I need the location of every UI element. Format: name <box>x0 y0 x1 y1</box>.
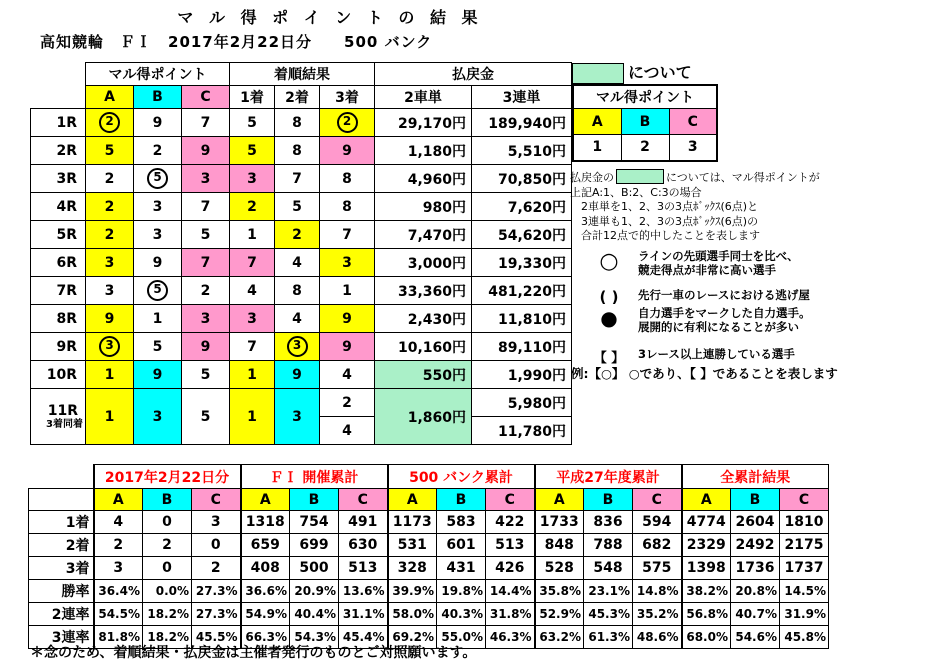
race-label: 4R <box>31 193 86 221</box>
corner-spacer <box>29 465 94 489</box>
summary-value: 630 <box>339 534 388 557</box>
summary-group-header: ＦＩ 開催累計 <box>241 465 388 489</box>
payout-exacta: 3,000円 <box>375 249 472 277</box>
payout-exacta: 29,170円 <box>375 109 472 137</box>
summary-value: 52.9% <box>535 603 584 626</box>
payout-exacta: 1,860円 <box>375 389 472 445</box>
point-cell: 2 <box>134 137 182 165</box>
race-row-dead-heat <box>31 389 572 417</box>
summary-value: 2 <box>143 534 192 557</box>
finish-cell: 5 <box>230 137 275 165</box>
point-value: 1 <box>573 135 621 161</box>
point-cell: 9 <box>134 109 182 137</box>
point-table-header-row <box>573 109 717 135</box>
summary-col-C: C <box>339 489 388 511</box>
group-header-finish: 着順結果 <box>230 63 375 86</box>
finish-cell: 2 <box>230 193 275 221</box>
finish-cell: 3 <box>230 305 275 333</box>
summary-value: 14.8% <box>633 580 682 603</box>
corner-spacer <box>31 86 86 109</box>
race-label: 2R <box>31 137 86 165</box>
point-cell: 5 <box>134 333 182 361</box>
summary-value: 35.2% <box>633 603 682 626</box>
note-suffix: については、マル得ポイントが <box>666 171 820 184</box>
dead-heat-label: 3着同着 <box>46 418 83 430</box>
summary-value: 1733 <box>535 511 584 534</box>
summary-value: 48.6% <box>633 626 682 649</box>
point-cell: 5 <box>182 389 230 445</box>
summary-value: 54.9% <box>241 603 290 626</box>
race-row <box>31 193 572 221</box>
race-row <box>31 249 572 277</box>
swatch-caption: について <box>628 63 692 82</box>
finish-cell: 1 <box>230 361 275 389</box>
summary-value: 38.2% <box>682 580 731 603</box>
summary-value: 39.9% <box>388 580 437 603</box>
summary-col-B: B <box>731 489 780 511</box>
point-cell: 9 <box>134 361 182 389</box>
summary-value: 408 <box>241 557 290 580</box>
page-subtitle: 高知競輪 ＦＩ 2017年2月22日分 500 バンク <box>40 33 433 51</box>
circled-number: 5 <box>147 168 168 189</box>
summary-value: 594 <box>633 511 682 534</box>
results-table <box>30 62 572 445</box>
point-table-title: マル得ポイント <box>573 85 717 109</box>
circled-number: 5 <box>147 280 168 301</box>
race-row <box>31 333 572 361</box>
summary-value: 4 <box>94 511 143 534</box>
finish-cell: 8 <box>320 193 375 221</box>
payout-exacta: 10,160円 <box>375 333 472 361</box>
summary-data-row <box>29 603 829 626</box>
legend-text: 3レース以上連勝している選手 <box>638 347 795 361</box>
point-cell: 5 <box>182 221 230 249</box>
summary-col-A: A <box>241 489 290 511</box>
race-label: 10R <box>31 361 86 389</box>
circled-number: 3 <box>99 336 120 357</box>
race-row <box>31 277 572 305</box>
summary-value: 69.2% <box>388 626 437 649</box>
summary-col-A: A <box>388 489 437 511</box>
summary-value: 54.3% <box>290 626 339 649</box>
point-cell: 3 <box>86 277 134 305</box>
circled-number: 2 <box>99 112 120 133</box>
summary-value: 3 <box>94 557 143 580</box>
finish-cell: 1 <box>230 389 275 445</box>
results-group-header-row <box>31 63 572 86</box>
payout-trifecta: 5,510円 <box>472 137 572 165</box>
finish-cell-third-b: 4 <box>320 417 375 445</box>
summary-value: 20.9% <box>290 580 339 603</box>
finish-cell: 4 <box>320 361 375 389</box>
summary-value: 20.8% <box>731 580 780 603</box>
summary-data-row <box>29 557 829 580</box>
race-label-text: 11R <box>47 402 78 419</box>
summary-col-C: C <box>192 489 241 511</box>
summary-row-label: 2連率 <box>29 603 94 626</box>
corner-spacer <box>31 63 86 86</box>
point-cell: 7 <box>182 193 230 221</box>
summary-value: 19.8% <box>437 580 486 603</box>
summary-col-B: B <box>290 489 339 511</box>
race-label: 7R <box>31 277 86 305</box>
summary-col-C: C <box>486 489 535 511</box>
summary-value: 848 <box>535 534 584 557</box>
payout-note <box>570 169 930 244</box>
column-header-2着: 2着 <box>275 86 320 109</box>
summary-value: 575 <box>633 557 682 580</box>
label-spacer <box>29 489 94 511</box>
point-cell: 9 <box>134 249 182 277</box>
point-cell: 5 <box>182 361 230 389</box>
point-col-C: C <box>669 109 717 135</box>
finish-cell: 8 <box>320 165 375 193</box>
summary-value: 54.6% <box>731 626 780 649</box>
summary-value: 1810 <box>780 511 829 534</box>
group-header-payout: 払戻金 <box>375 63 572 86</box>
point-cell: 3 <box>182 165 230 193</box>
summary-value: 2329 <box>682 534 731 557</box>
summary-value: 4774 <box>682 511 731 534</box>
finish-cell: 4 <box>230 277 275 305</box>
note-line: 上記A:1、B:2、C:3の場合 <box>570 185 702 199</box>
legend-item <box>592 306 922 340</box>
summary-value: 36.6% <box>241 580 290 603</box>
point-cell: 3 <box>134 193 182 221</box>
summary-col-A: A <box>94 489 143 511</box>
note-line: 合計12点で的中したことを表します <box>570 229 760 242</box>
summary-value: 46.3% <box>486 626 535 649</box>
column-header-C: C <box>182 86 230 109</box>
column-header-3連単: 3連単 <box>472 86 572 109</box>
summary-value: 40.7% <box>731 603 780 626</box>
payout-exacta: 4,960円 <box>375 165 472 193</box>
finish-cell: 4 <box>275 305 320 333</box>
summary-value: 754 <box>290 511 339 534</box>
circled-number: 3 <box>287 336 308 357</box>
summary-value: 1398 <box>682 557 731 580</box>
summary-row-label: 3連率 <box>29 626 94 649</box>
summary-value: 1736 <box>731 557 780 580</box>
finish-cell: 5 <box>275 193 320 221</box>
summary-value: 601 <box>437 534 486 557</box>
summary-col-B: B <box>437 489 486 511</box>
summary-row-label: 3着 <box>29 557 94 580</box>
summary-group-header: 500 バンク累計 <box>388 465 535 489</box>
point-cell <box>86 109 134 137</box>
race-label <box>31 389 86 445</box>
summary-data-row <box>29 534 829 557</box>
payout-trifecta: 11,810円 <box>472 305 572 333</box>
point-cell: 5 <box>86 137 134 165</box>
note-line: 2車単を1、2、3の3点ﾎﾞｯｸｽ(6点)と <box>570 200 759 213</box>
point-cell: 7 <box>182 109 230 137</box>
payout-exacta: 7,470円 <box>375 221 472 249</box>
summary-value: 13.6% <box>339 580 388 603</box>
summary-col-A: A <box>535 489 584 511</box>
summary-value: 531 <box>388 534 437 557</box>
race-row <box>31 305 572 333</box>
point-table-title-row <box>573 85 717 109</box>
summary-value: 426 <box>486 557 535 580</box>
legend-text: 自力選手をマークした自力選手。 展開的に有利になることが多い <box>638 306 811 334</box>
point-value: 2 <box>621 135 669 161</box>
summary-value: 422 <box>486 511 535 534</box>
summary-data-row <box>29 511 829 534</box>
point-cell <box>134 165 182 193</box>
summary-value: 55.0% <box>437 626 486 649</box>
summary-value: 27.3% <box>192 580 241 603</box>
circled-number: 2 <box>337 112 358 133</box>
payout-trifecta: 7,620円 <box>472 193 572 221</box>
summary-value: 2492 <box>731 534 780 557</box>
point-cell: 9 <box>182 137 230 165</box>
point-cell: 7 <box>182 249 230 277</box>
summary-value: 31.8% <box>486 603 535 626</box>
payout-trifecta: 189,940円 <box>472 109 572 137</box>
point-value: 3 <box>669 135 717 161</box>
summary-value: 528 <box>535 557 584 580</box>
point-cell: 2 <box>86 193 134 221</box>
summary-row-label: 勝率 <box>29 580 94 603</box>
group-header-points: マル得ポイント <box>86 63 230 86</box>
summary-value: 68.0% <box>682 626 731 649</box>
summary-value: 40.3% <box>437 603 486 626</box>
finish-cell <box>275 333 320 361</box>
summary-value: 788 <box>584 534 633 557</box>
summary-value: 54.5% <box>94 603 143 626</box>
race-label: 6R <box>31 249 86 277</box>
payout-trifecta: 54,620円 <box>472 221 572 249</box>
summary-col-C: C <box>633 489 682 511</box>
summary-value: 328 <box>388 557 437 580</box>
point-cell: 3 <box>86 249 134 277</box>
finish-cell: 3 <box>275 389 320 445</box>
payout-exacta: 2,430円 <box>375 305 472 333</box>
summary-value: 58.0% <box>388 603 437 626</box>
summary-value: 40.4% <box>290 603 339 626</box>
summary-value: 27.3% <box>192 603 241 626</box>
summary-table <box>28 464 829 649</box>
summary-value: 31.1% <box>339 603 388 626</box>
payout-exacta: 1,180円 <box>375 137 472 165</box>
point-cell: 1 <box>134 305 182 333</box>
point-legend-table <box>572 84 718 162</box>
page-title: マ ル 得 ポ イ ン ト の 結 果 <box>177 8 483 27</box>
point-table-value-row <box>573 135 717 161</box>
payout-exacta: 550円 <box>375 361 472 389</box>
summary-value: 18.2% <box>143 626 192 649</box>
summary-value: 1173 <box>388 511 437 534</box>
finish-cell: 3 <box>230 165 275 193</box>
note-line: 3連単も1、2、3の3点ﾎﾞｯｸｽ(6点)の <box>570 214 759 228</box>
column-header-2車単: 2車単 <box>375 86 472 109</box>
summary-value: 0 <box>143 557 192 580</box>
point-cell: 2 <box>86 221 134 249</box>
race-row <box>31 109 572 137</box>
point-cell: 9 <box>182 333 230 361</box>
legend-symbol: ○ <box>599 249 619 274</box>
finish-cell: 7 <box>320 221 375 249</box>
summary-value: 0 <box>192 534 241 557</box>
race-row <box>31 361 572 389</box>
legend-item <box>592 249 922 283</box>
finish-cell: 8 <box>275 109 320 137</box>
summary-value: 2604 <box>731 511 780 534</box>
finish-cell: 5 <box>230 109 275 137</box>
summary-group-header-row <box>29 465 829 489</box>
finish-cell: 3 <box>320 249 375 277</box>
summary-sub-header-row <box>29 489 829 511</box>
summary-value: 45.5% <box>192 626 241 649</box>
summary-value: 2175 <box>780 534 829 557</box>
summary-value: 0.0% <box>143 580 192 603</box>
summary-value: 0 <box>143 511 192 534</box>
race-row <box>31 137 572 165</box>
summary-value: 500 <box>290 557 339 580</box>
column-header-B: B <box>134 86 182 109</box>
summary-group-header: 2017年2月22日分 <box>94 465 241 489</box>
summary-value: 56.8% <box>682 603 731 626</box>
note-line <box>570 169 930 186</box>
point-col-A: A <box>573 109 621 135</box>
summary-value: 836 <box>584 511 633 534</box>
summary-value: 61.3% <box>584 626 633 649</box>
green-swatch-inline <box>616 169 664 184</box>
summary-col-C: C <box>780 489 829 511</box>
summary-value: 36.4% <box>94 580 143 603</box>
summary-value: 1737 <box>780 557 829 580</box>
summary-value: 583 <box>437 511 486 534</box>
summary-value: 31.9% <box>780 603 829 626</box>
legend-symbol: ● <box>600 306 618 330</box>
summary-value: 431 <box>437 557 486 580</box>
payout-trifecta: 19,330円 <box>472 249 572 277</box>
finish-cell: 8 <box>275 277 320 305</box>
summary-value: 81.8% <box>94 626 143 649</box>
payout-trifecta-a: 5,980円 <box>472 389 572 417</box>
payout-trifecta: 70,850円 <box>472 165 572 193</box>
example-line: 例:【○】 ○であり、【 】であることを表します <box>571 366 838 381</box>
summary-data-row <box>29 580 829 603</box>
race-label: 9R <box>31 333 86 361</box>
finish-cell: 2 <box>275 221 320 249</box>
summary-value: 23.1% <box>584 580 633 603</box>
race-row <box>31 165 572 193</box>
summary-row-label: 2着 <box>29 534 94 557</box>
summary-value: 699 <box>290 534 339 557</box>
point-cell: 2 <box>182 277 230 305</box>
finish-cell: 1 <box>320 277 375 305</box>
legend-symbol: 【 】 <box>593 351 625 366</box>
summary-value: 1318 <box>241 511 290 534</box>
note-prefix: 払戻金の <box>570 171 614 184</box>
point-cell: 3 <box>134 389 182 445</box>
race-label: 8R <box>31 305 86 333</box>
footnote: ＊念のため、着順結果・払戻金は主催者発行のものとご対照願います。 <box>30 645 477 661</box>
summary-row-label: 1着 <box>29 511 94 534</box>
summary-value: 45.8% <box>780 626 829 649</box>
payout-exacta: 33,360円 <box>375 277 472 305</box>
point-cell: 3 <box>182 305 230 333</box>
payout-trifecta-b: 11,780円 <box>472 417 572 445</box>
point-cell: 1 <box>86 361 134 389</box>
payout-trifecta: 89,110円 <box>472 333 572 361</box>
summary-value: 2 <box>192 557 241 580</box>
summary-value: 3 <box>192 511 241 534</box>
green-swatch <box>572 63 624 84</box>
finish-cell: 1 <box>230 221 275 249</box>
point-col-B: B <box>621 109 669 135</box>
finish-cell: 4 <box>275 249 320 277</box>
column-header-1着: 1着 <box>230 86 275 109</box>
finish-cell: 7 <box>230 249 275 277</box>
payout-exacta: 980円 <box>375 193 472 221</box>
finish-cell: 8 <box>275 137 320 165</box>
summary-value: 548 <box>584 557 633 580</box>
point-cell: 3 <box>134 221 182 249</box>
legend-text: ラインの先頭選手同士を比べ、 競走得点が非常に高い選手 <box>638 249 799 277</box>
summary-group-header: 平成27年度累計 <box>535 465 682 489</box>
finish-cell: 9 <box>320 137 375 165</box>
summary-value: 491 <box>339 511 388 534</box>
summary-col-B: B <box>143 489 192 511</box>
race-row <box>31 221 572 249</box>
legend-symbol: ( ) <box>599 288 619 306</box>
summary-value: 45.3% <box>584 603 633 626</box>
summary-col-A: A <box>682 489 731 511</box>
column-header-3着: 3着 <box>320 86 375 109</box>
summary-value: 35.8% <box>535 580 584 603</box>
column-header-A: A <box>86 86 134 109</box>
legend-text: 先行一車のレースにおける逃げ屋 <box>638 288 810 302</box>
summary-value: 14.5% <box>780 580 829 603</box>
summary-value: 2 <box>94 534 143 557</box>
race-label: 1R <box>31 109 86 137</box>
point-cell: 2 <box>86 165 134 193</box>
summary-value: 63.2% <box>535 626 584 649</box>
point-cell: 1 <box>86 389 134 445</box>
finish-cell: 9 <box>320 333 375 361</box>
summary-value: 513 <box>339 557 388 580</box>
summary-value: 14.4% <box>486 580 535 603</box>
finish-cell: 9 <box>275 361 320 389</box>
summary-value: 682 <box>633 534 682 557</box>
summary-value: 45.4% <box>339 626 388 649</box>
finish-cell: 7 <box>275 165 320 193</box>
finish-cell <box>320 109 375 137</box>
payout-trifecta: 1,990円 <box>472 361 572 389</box>
summary-value: 513 <box>486 534 535 557</box>
summary-value: 659 <box>241 534 290 557</box>
point-cell <box>86 333 134 361</box>
finish-cell-third-a: 2 <box>320 389 375 417</box>
point-cell: 9 <box>86 305 134 333</box>
summary-value: 66.3% <box>241 626 290 649</box>
finish-cell: 9 <box>320 305 375 333</box>
race-label: 3R <box>31 165 86 193</box>
payout-trifecta: 481,220円 <box>472 277 572 305</box>
summary-value: 18.2% <box>143 603 192 626</box>
finish-cell: 7 <box>230 333 275 361</box>
summary-col-B: B <box>584 489 633 511</box>
race-label: 5R <box>31 221 86 249</box>
results-sub-header-row <box>31 86 572 109</box>
point-cell <box>134 277 182 305</box>
summary-group-header: 全累計結果 <box>682 465 829 489</box>
